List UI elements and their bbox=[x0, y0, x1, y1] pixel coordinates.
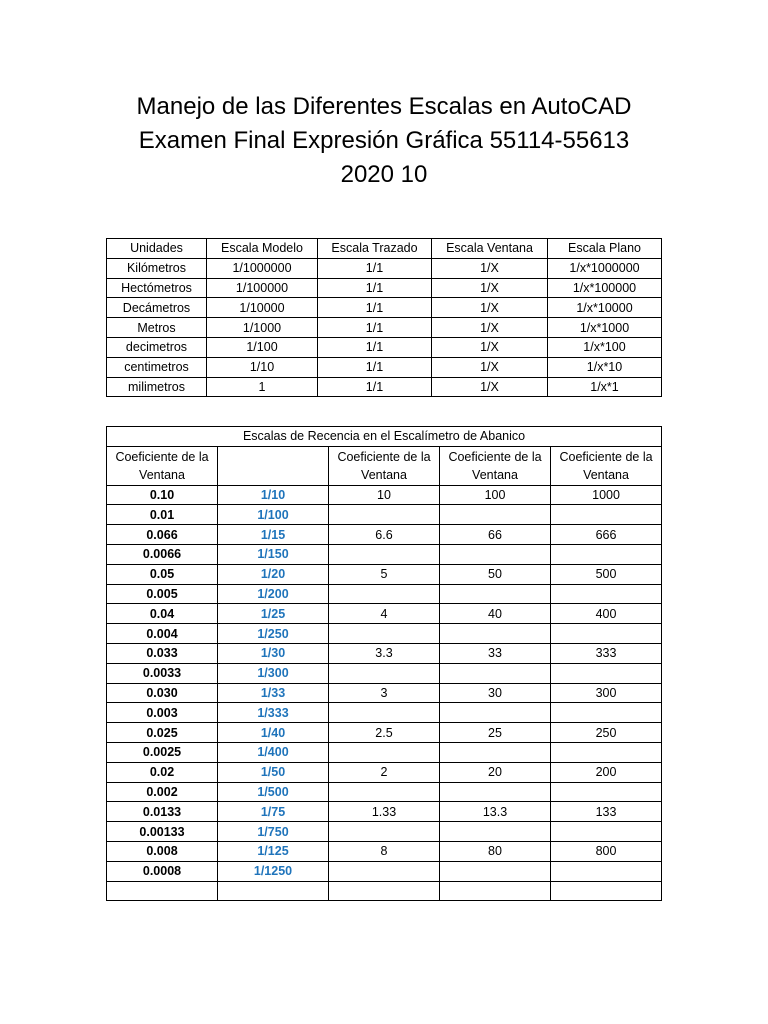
recency-table-cell bbox=[440, 782, 551, 802]
recency-table-cell bbox=[551, 881, 662, 901]
recency-table-cell bbox=[329, 881, 440, 901]
scale-ratio-cell: 1/500 bbox=[218, 782, 329, 802]
recency-table-row bbox=[107, 663, 662, 683]
recency-table-cell bbox=[329, 544, 440, 564]
scale-ratio-cell: 1/15 bbox=[218, 525, 329, 545]
units-table-header-row bbox=[107, 239, 662, 259]
scale-ratio-cell: 1/333 bbox=[218, 703, 329, 723]
recency-table-row bbox=[107, 703, 662, 723]
recency-table-row bbox=[107, 802, 662, 822]
recency-table-cell bbox=[329, 822, 440, 842]
title-line-1: Manejo de las Diferentes Escalas en AutoCAD bbox=[136, 93, 632, 120]
scale-ratio-cell: 1/30 bbox=[218, 643, 329, 663]
units-table-cell: Metros bbox=[107, 318, 207, 338]
recency-table-cell: 3 bbox=[329, 683, 440, 703]
units-table-cell: 1 bbox=[207, 377, 318, 397]
units-table-cell: 1/1000000 bbox=[207, 258, 318, 278]
window-coefficient-cell: 0.00133 bbox=[107, 822, 218, 842]
window-coefficient-cell bbox=[107, 881, 218, 901]
window-coefficient-cell: 0.003 bbox=[107, 703, 218, 723]
recency-table-cell bbox=[329, 861, 440, 881]
recency-table-cell bbox=[551, 861, 662, 881]
recency-table-header-cell: Coeficiente de la Ventana bbox=[440, 446, 551, 485]
window-coefficient-cell: 0.0033 bbox=[107, 663, 218, 683]
recency-table-cell: 666 bbox=[551, 525, 662, 545]
units-table-cell: 1/x*100000 bbox=[548, 278, 662, 298]
recency-table-row bbox=[107, 485, 662, 505]
units-table-header-cell: Unidades bbox=[107, 239, 207, 259]
recency-table-cell bbox=[440, 544, 551, 564]
recency-table-cell: 250 bbox=[551, 723, 662, 743]
window-coefficient-cell: 0.004 bbox=[107, 624, 218, 644]
units-table-row bbox=[107, 318, 662, 338]
recency-table-cell: 66 bbox=[440, 525, 551, 545]
recency-table-cell: 333 bbox=[551, 643, 662, 663]
units-table-cell: 1/X bbox=[432, 278, 548, 298]
recency-scale-table bbox=[106, 426, 662, 901]
window-coefficient-cell: 0.005 bbox=[107, 584, 218, 604]
recency-table-cell bbox=[551, 624, 662, 644]
window-coefficient-cell: 0.066 bbox=[107, 525, 218, 545]
scale-ratio-cell: 1/400 bbox=[218, 742, 329, 762]
recency-table-cell bbox=[440, 584, 551, 604]
scale-ratio-cell: 1/100 bbox=[218, 505, 329, 525]
recency-table-cell: 50 bbox=[440, 564, 551, 584]
recency-table-cell: 400 bbox=[551, 604, 662, 624]
units-table-cell: 1/100 bbox=[207, 337, 318, 357]
window-coefficient-cell: 0.0008 bbox=[107, 861, 218, 881]
window-coefficient-cell: 0.008 bbox=[107, 841, 218, 861]
units-table-cell: 1/1 bbox=[318, 377, 432, 397]
units-table-cell: 1/x*1000 bbox=[548, 318, 662, 338]
recency-table-row bbox=[107, 604, 662, 624]
units-table-cell: 1/X bbox=[432, 298, 548, 318]
scale-ratio-cell: 1/1250 bbox=[218, 861, 329, 881]
scale-ratio-cell: 1/20 bbox=[218, 564, 329, 584]
recency-table-cell: 3.3 bbox=[329, 643, 440, 663]
units-table-cell: 1/1 bbox=[318, 357, 432, 377]
units-table-row bbox=[107, 278, 662, 298]
recency-table-cell bbox=[551, 544, 662, 564]
units-table-row bbox=[107, 377, 662, 397]
window-coefficient-cell: 0.025 bbox=[107, 723, 218, 743]
recency-table-row bbox=[107, 881, 662, 901]
units-table-cell: 1/x*10 bbox=[548, 357, 662, 377]
units-table-cell: 1/1 bbox=[318, 258, 432, 278]
recency-table-header-row bbox=[107, 446, 662, 485]
recency-table-cell: 80 bbox=[440, 841, 551, 861]
recency-table-cell: 40 bbox=[440, 604, 551, 624]
units-table-cell: milimetros bbox=[107, 377, 207, 397]
units-table-cell: 1/X bbox=[432, 357, 548, 377]
recency-table-cell bbox=[329, 703, 440, 723]
units-table-cell: 1/1 bbox=[318, 278, 432, 298]
scale-ratio-cell: 1/25 bbox=[218, 604, 329, 624]
recency-table-cell: 200 bbox=[551, 762, 662, 782]
recency-table-cell bbox=[329, 624, 440, 644]
recency-table-cell: 4 bbox=[329, 604, 440, 624]
recency-table-cell: 25 bbox=[440, 723, 551, 743]
recency-table-title: Escalas de Recencia en el Escalímetro de Abanico bbox=[107, 427, 662, 447]
scale-ratio-cell: 1/300 bbox=[218, 663, 329, 683]
units-table-cell: 1/X bbox=[432, 377, 548, 397]
recency-table-cell bbox=[329, 663, 440, 683]
recency-table-cell bbox=[440, 703, 551, 723]
title-line-3: 2020 10 bbox=[340, 161, 428, 188]
recency-table-cell: 6.6 bbox=[329, 525, 440, 545]
units-table-cell: 1/10 bbox=[207, 357, 318, 377]
recency-table-cell: 2.5 bbox=[329, 723, 440, 743]
recency-table-cell bbox=[329, 782, 440, 802]
recency-table-cell: 10 bbox=[329, 485, 440, 505]
recency-table-cell bbox=[551, 822, 662, 842]
units-table-row bbox=[107, 258, 662, 278]
window-coefficient-cell: 0.0066 bbox=[107, 544, 218, 564]
recency-table-row bbox=[107, 544, 662, 564]
recency-table-row bbox=[107, 762, 662, 782]
recency-table-row bbox=[107, 742, 662, 762]
recency-table-row bbox=[107, 683, 662, 703]
recency-table-cell bbox=[551, 703, 662, 723]
recency-table-header-cell bbox=[218, 446, 329, 485]
scale-ratio-cell: 1/33 bbox=[218, 683, 329, 703]
window-coefficient-cell: 0.01 bbox=[107, 505, 218, 525]
scale-ratio-cell: 1/750 bbox=[218, 822, 329, 842]
recency-table-title-row bbox=[107, 427, 662, 447]
units-table-header-cell: Escala Plano bbox=[548, 239, 662, 259]
scale-ratio-cell: 1/125 bbox=[218, 841, 329, 861]
units-table-cell: centimetros bbox=[107, 357, 207, 377]
recency-table-cell: 1.33 bbox=[329, 802, 440, 822]
recency-table-row bbox=[107, 841, 662, 861]
window-coefficient-cell: 0.002 bbox=[107, 782, 218, 802]
window-coefficient-cell: 0.02 bbox=[107, 762, 218, 782]
recency-table-cell: 13.3 bbox=[440, 802, 551, 822]
recency-table-row bbox=[107, 723, 662, 743]
scale-ratio-cell: 1/150 bbox=[218, 544, 329, 564]
recency-table-cell bbox=[551, 584, 662, 604]
recency-table-cell bbox=[329, 505, 440, 525]
recency-table-cell bbox=[440, 742, 551, 762]
recency-table-header-cell: Coeficiente de la Ventana bbox=[329, 446, 440, 485]
scale-ratio-cell: 1/75 bbox=[218, 802, 329, 822]
window-coefficient-cell: 0.030 bbox=[107, 683, 218, 703]
recency-table-row bbox=[107, 822, 662, 842]
recency-table-cell bbox=[551, 505, 662, 525]
units-table-row bbox=[107, 357, 662, 377]
units-table-cell: 1/x*10000 bbox=[548, 298, 662, 318]
recency-table-cell bbox=[440, 881, 551, 901]
units-table-header-cell: Escala Modelo bbox=[207, 239, 318, 259]
recency-table-row bbox=[107, 643, 662, 663]
recency-table-cell: 20 bbox=[440, 762, 551, 782]
window-coefficient-cell: 0.0133 bbox=[107, 802, 218, 822]
units-table-cell: 1/100000 bbox=[207, 278, 318, 298]
units-table-cell: 1/1 bbox=[318, 298, 432, 318]
recency-table-row bbox=[107, 624, 662, 644]
scale-ratio-cell bbox=[218, 881, 329, 901]
recency-table-header-cell: Coeficiente de la Ventana bbox=[551, 446, 662, 485]
units-table-cell: 1/1 bbox=[318, 318, 432, 338]
scale-ratio-cell: 1/40 bbox=[218, 723, 329, 743]
units-table-cell: Decámetros bbox=[107, 298, 207, 318]
units-table-cell: 1/X bbox=[432, 337, 548, 357]
units-table-cell: 1/X bbox=[432, 258, 548, 278]
recency-table-row bbox=[107, 564, 662, 584]
units-table-cell: Hectómetros bbox=[107, 278, 207, 298]
recency-table-cell bbox=[440, 505, 551, 525]
units-table-cell: 1/x*100 bbox=[548, 337, 662, 357]
recency-table-cell: 30 bbox=[440, 683, 551, 703]
units-table-cell: 1/1 bbox=[318, 337, 432, 357]
recency-table-cell bbox=[440, 624, 551, 644]
window-coefficient-cell: 0.033 bbox=[107, 643, 218, 663]
recency-table-cell: 100 bbox=[440, 485, 551, 505]
recency-table-row bbox=[107, 505, 662, 525]
scale-ratio-cell: 1/250 bbox=[218, 624, 329, 644]
page-title bbox=[0, 90, 768, 192]
recency-table-cell: 500 bbox=[551, 564, 662, 584]
units-table-cell: 1/1000 bbox=[207, 318, 318, 338]
units-table-cell: decimetros bbox=[107, 337, 207, 357]
recency-table-cell bbox=[329, 742, 440, 762]
recency-table-header-cell: Coeficiente de la Ventana bbox=[107, 446, 218, 485]
units-table-header-cell: Escala Trazado bbox=[318, 239, 432, 259]
recency-table-cell bbox=[440, 861, 551, 881]
units-scale-table bbox=[106, 238, 662, 397]
title-line-2: Examen Final Expresión Gráfica 55114-55613 bbox=[138, 127, 630, 154]
scale-ratio-cell: 1/200 bbox=[218, 584, 329, 604]
recency-table-cell: 1000 bbox=[551, 485, 662, 505]
scale-ratio-cell: 1/50 bbox=[218, 762, 329, 782]
recency-table-cell bbox=[440, 663, 551, 683]
recency-table-row bbox=[107, 525, 662, 545]
window-coefficient-cell: 0.04 bbox=[107, 604, 218, 624]
recency-table-cell bbox=[551, 663, 662, 683]
units-table-cell: 1/10000 bbox=[207, 298, 318, 318]
scale-ratio-cell: 1/10 bbox=[218, 485, 329, 505]
recency-table-row bbox=[107, 861, 662, 881]
recency-table-row bbox=[107, 584, 662, 604]
recency-table-cell bbox=[551, 782, 662, 802]
recency-table-cell: 133 bbox=[551, 802, 662, 822]
recency-table-cell bbox=[551, 742, 662, 762]
window-coefficient-cell: 0.0025 bbox=[107, 742, 218, 762]
recency-table-cell bbox=[440, 822, 551, 842]
units-table-cell: 1/X bbox=[432, 318, 548, 338]
window-coefficient-cell: 0.05 bbox=[107, 564, 218, 584]
units-table-row bbox=[107, 337, 662, 357]
recency-table-row bbox=[107, 782, 662, 802]
recency-table-cell: 5 bbox=[329, 564, 440, 584]
units-table-row bbox=[107, 298, 662, 318]
window-coefficient-cell: 0.10 bbox=[107, 485, 218, 505]
recency-table-cell bbox=[329, 584, 440, 604]
units-table-cell: 1/x*1 bbox=[548, 377, 662, 397]
units-table-cell: 1/x*1000000 bbox=[548, 258, 662, 278]
recency-table-cell: 2 bbox=[329, 762, 440, 782]
recency-table-cell: 33 bbox=[440, 643, 551, 663]
recency-table-cell: 8 bbox=[329, 841, 440, 861]
recency-table-cell: 300 bbox=[551, 683, 662, 703]
recency-table-cell: 800 bbox=[551, 841, 662, 861]
units-table-header-cell: Escala Ventana bbox=[432, 239, 548, 259]
units-table-cell: Kilómetros bbox=[107, 258, 207, 278]
